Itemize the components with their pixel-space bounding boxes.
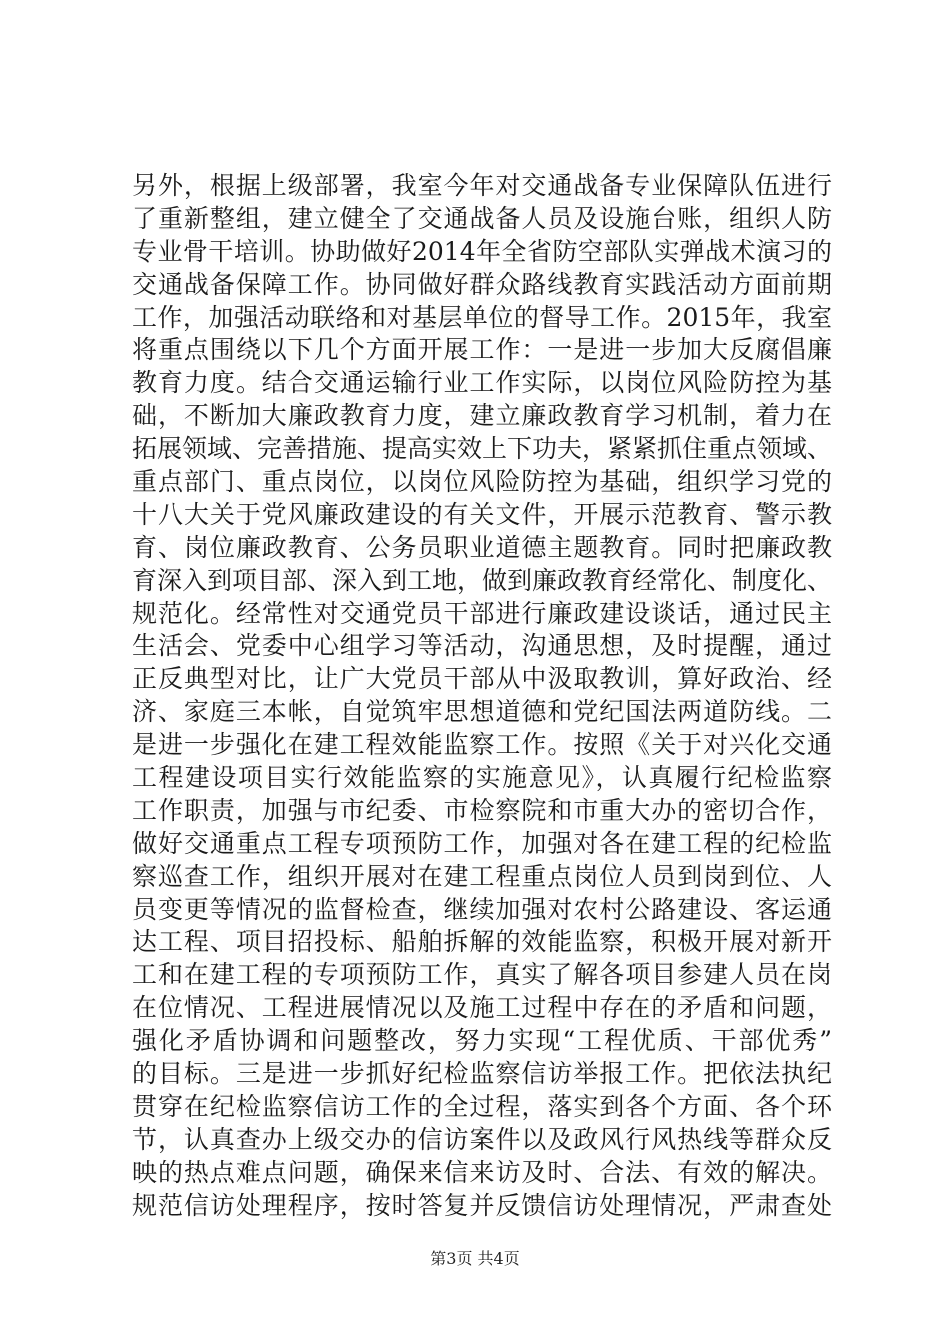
text-line: 了重新整组，建立健全了交通战备人员及设施台账，组织人防 xyxy=(132,203,832,233)
text-line: 拓展领域、完善措施、提高实效上下功夫，紧紧抓住重点领域、 xyxy=(132,434,833,464)
text-line: 节，认真查办上级交办的信访案件以及政风行风热线等群众反 xyxy=(132,1124,832,1154)
text-line: 工作职责，加强与市纪委、市检察院和市重大办的密切合作， xyxy=(132,795,832,825)
text-line: 工和在建工程的专项预防工作，真实了解各项目参建人员在岗 xyxy=(132,960,832,990)
text-line: 础，不断加大廉政教育力度，建立廉政教育学习机制，着力在 xyxy=(132,401,832,431)
text-line: 育深入到项目部、深入到工地，做到廉政教育经常化、制度化、 xyxy=(132,565,833,595)
text-line: 生活会、党委中心组学习等活动，沟通思想，及时提醒，通过 xyxy=(132,631,832,661)
text-line: 员变更等情况的监督检查，继续加强对农村公路建设、客运通 xyxy=(132,894,832,924)
body-paragraph xyxy=(132,170,832,1223)
text-line: 做好交通重点工程专项预防工作，加强对各在建工程的纪检监 xyxy=(132,828,832,858)
text-line: 是进一步强化在建工程效能监察工作。按照《关于对兴化交通 xyxy=(132,730,832,760)
text-line: 工作，加强活动联络和对基层单位的督导工作。2015年，我室 xyxy=(132,302,832,332)
text-line: 重点部门、重点岗位，以岗位风险防控为基础，组织学习党的 xyxy=(132,467,832,497)
text-line: 育、岗位廉政教育、公务员职业道德主题教育。同时把廉政教 xyxy=(132,532,832,562)
text-line: 专业骨干培训。协助做好2014年全省防空部队实弹战术演习的 xyxy=(132,236,832,266)
text-line: 工程建设项目实行效能监察的实施意见》，认真履行纪检监察 xyxy=(132,763,832,793)
text-line: 规范化。经常性对交通党员干部进行廉政建设谈话，通过民主 xyxy=(132,598,832,628)
text-line: 贯穿在纪检监察信访工作的全过程，落实到各个方面、各个环 xyxy=(132,1091,832,1121)
text-line: 规范信访处理程序，按时答复并反馈信访处理情况，严肃查处 xyxy=(132,1190,832,1220)
text-line: 的目标。三是进一步抓好纪检监察信访举报工作。把依法执纪 xyxy=(132,1059,832,1089)
text-line: 济、家庭三本帐，自觉筑牢思想道德和党纪国法两道防线。二 xyxy=(132,697,832,727)
text-line: 交通战备保障工作。协同做好群众路线教育实践活动方面前期 xyxy=(132,269,832,299)
text-line: 正反典型对比，让广大党员干部从中汲取教训，算好政治、经 xyxy=(132,664,832,694)
text-line: 达工程、项目招投标、船舶拆解的效能监察，积极开展对新开 xyxy=(132,927,832,957)
text-line: 在位情况、工程进展情况以及施工过程中存在的矛盾和问题， xyxy=(132,993,832,1023)
text-line: 将重点围绕以下几个方面开展工作：一是进一步加大反腐倡廉 xyxy=(132,335,832,365)
text-line: 强化矛盾协调和问题整改，努力实现“工程优质、干部优秀” xyxy=(132,1026,832,1056)
text-line: 教育力度。结合交通运输行业工作实际，以岗位风险防控为基 xyxy=(132,368,832,398)
text-line: 察巡查工作，组织开展对在建工程重点岗位人员到岗到位、人 xyxy=(132,861,832,891)
text-line: 映的热点难点问题，确保来信来访及时、合法、有效的解决。 xyxy=(132,1157,832,1187)
text-line: 十八大关于党风廉政建设的有关文件，开展示范教育、警示教 xyxy=(132,499,832,529)
page-footer: 第3页 共4页 xyxy=(430,1249,520,1268)
text-line: 另外，根据上级部署，我室今年对交通战备专业保障队伍进行 xyxy=(132,171,832,200)
